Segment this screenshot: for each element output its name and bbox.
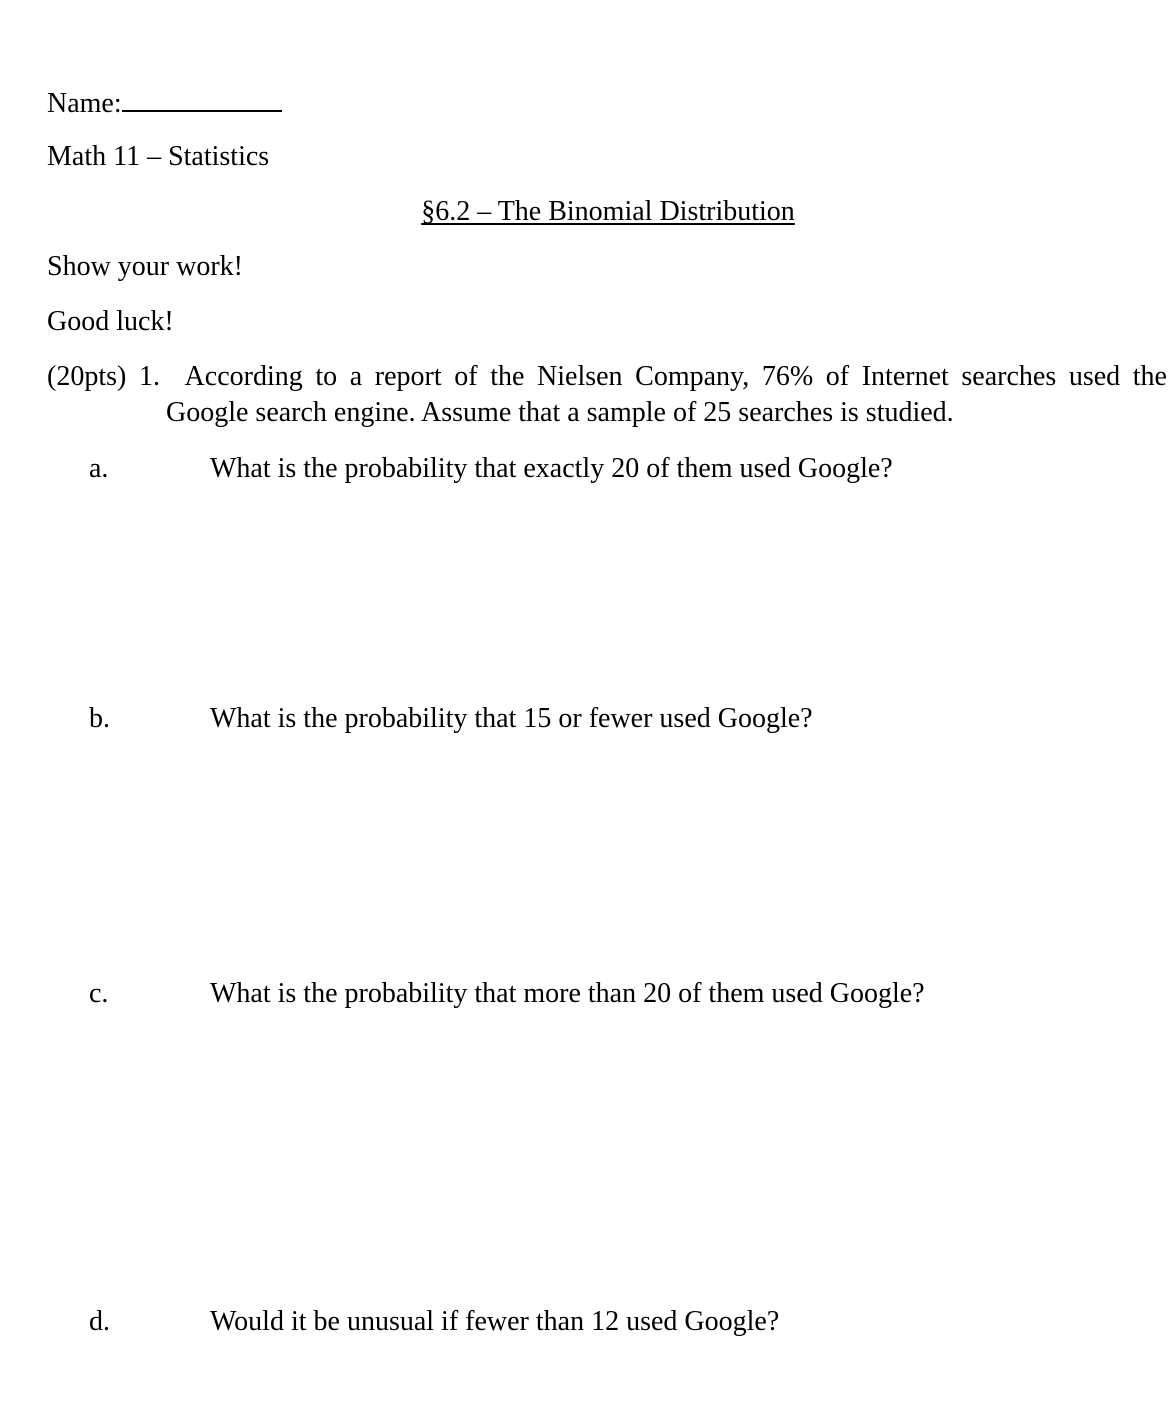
question-word: of xyxy=(454,361,478,392)
instruction-show-work: Show your work! xyxy=(47,251,243,282)
part-label: b. xyxy=(89,703,110,734)
question-word: the xyxy=(490,361,525,392)
question-word: to xyxy=(315,361,338,392)
question-word: Nielsen xyxy=(537,361,623,392)
question-word: Company, xyxy=(635,361,750,392)
course-title: Math 11 – Statistics xyxy=(47,141,270,172)
name-blank-line xyxy=(122,88,282,112)
part-label: d. xyxy=(89,1306,110,1337)
question-1-text-continued: Google search engine. Assume that a sample of 25 searches is studied. xyxy=(166,397,954,428)
section-title: §6.2 – The Binomial Distribution xyxy=(421,196,795,227)
question-number: 1. xyxy=(138,361,160,392)
part-label: a. xyxy=(89,453,109,484)
question-word: the xyxy=(1132,361,1167,392)
question-word: of xyxy=(825,361,850,392)
question-word: report xyxy=(374,361,442,392)
name-field xyxy=(47,88,282,118)
instruction-good-luck: Good luck! xyxy=(47,306,174,337)
question-word: used xyxy=(1068,361,1121,392)
question-word: According xyxy=(184,361,303,392)
part-question: What is the probability that more than 20 of them used Google? xyxy=(210,978,925,1009)
question-word: a xyxy=(349,361,363,392)
question-1-header xyxy=(47,363,1167,391)
question-word: searches xyxy=(961,361,1057,392)
question-word: 76% xyxy=(761,361,814,392)
part-question: Would it be unusual if fewer than 12 used Google? xyxy=(210,1306,780,1337)
question-word: Internet xyxy=(861,361,949,392)
part-label: c. xyxy=(89,978,109,1009)
name-label: Name: xyxy=(47,88,122,119)
part-question: What is the probability that 15 or fewer used Google? xyxy=(210,703,813,734)
part-question: What is the probability that exactly 20 of them used Google? xyxy=(210,453,893,484)
question-points: (20pts) xyxy=(47,361,127,392)
